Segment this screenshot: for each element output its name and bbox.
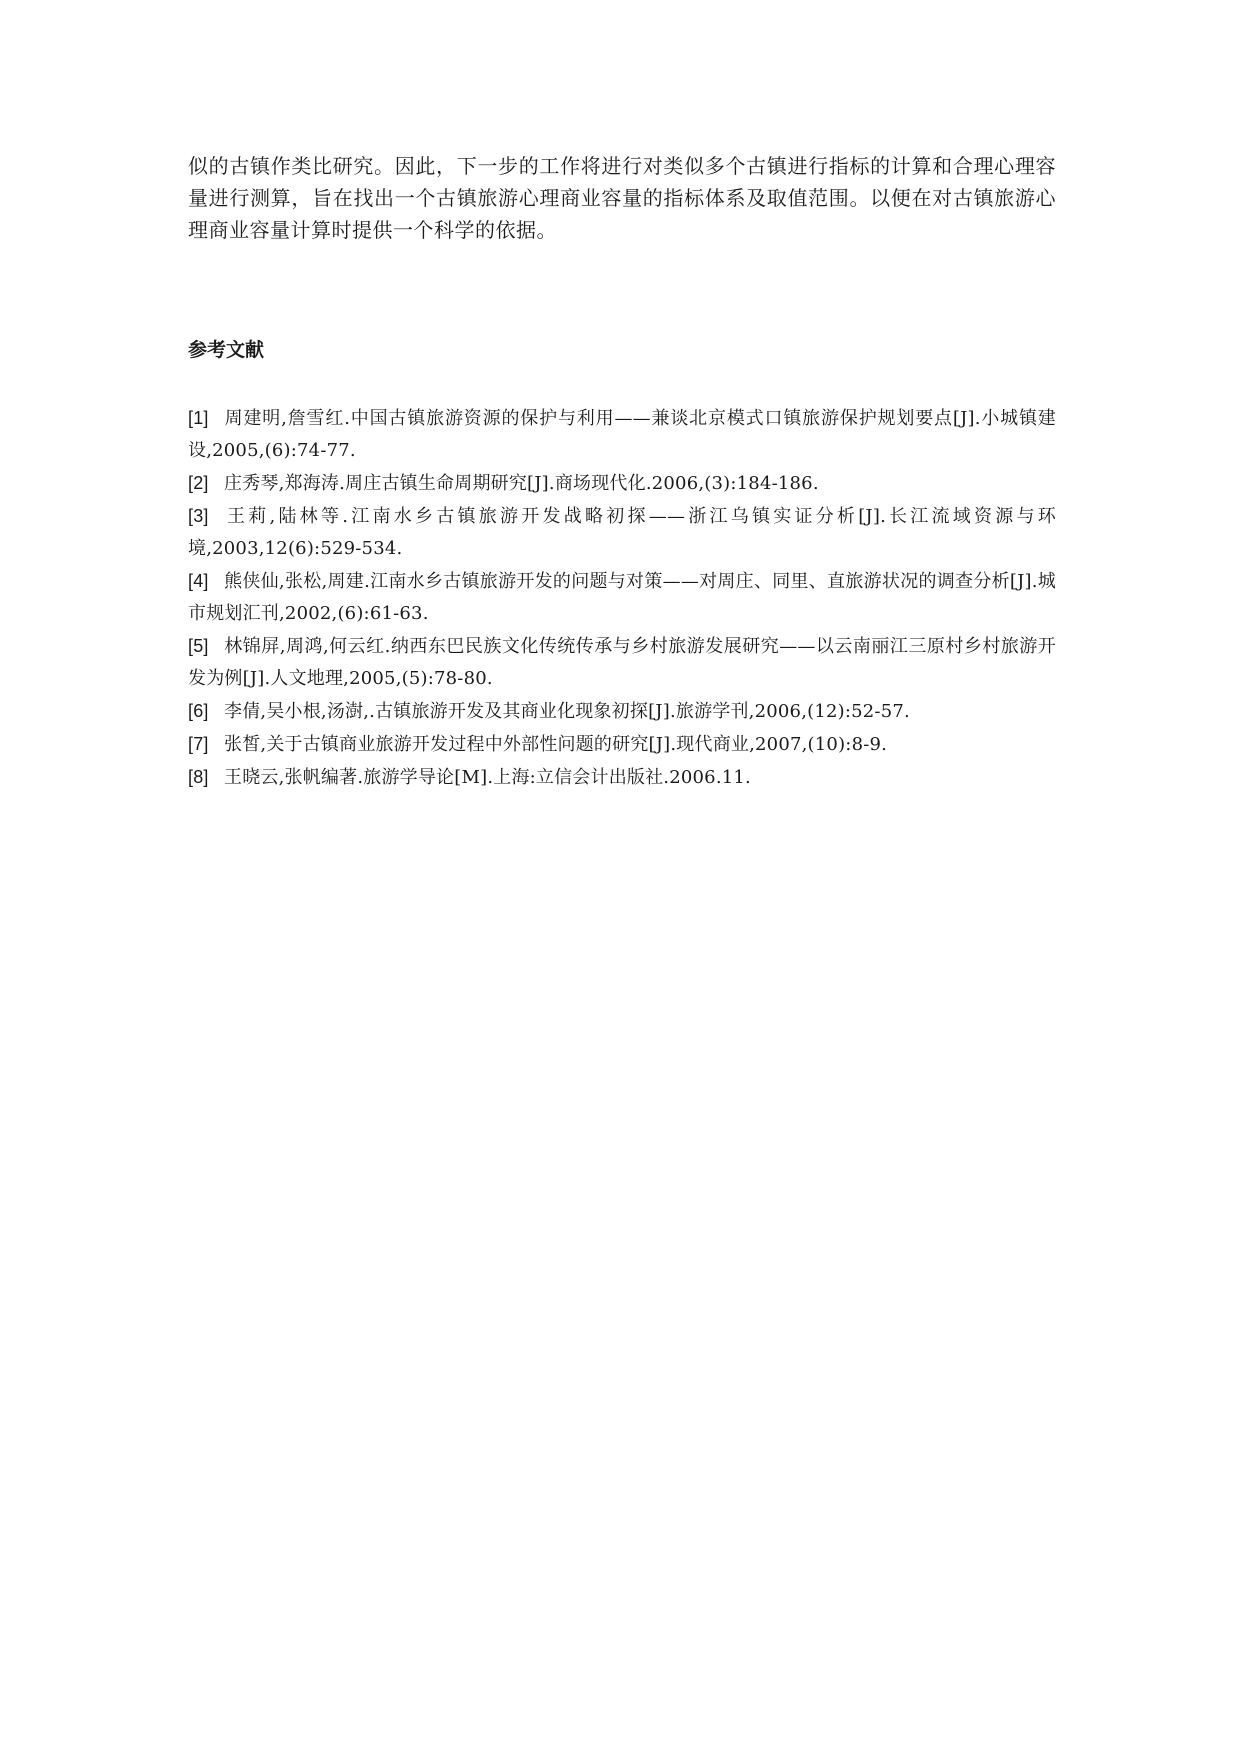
body-paragraph: 似的古镇作类比研究。因此，下一步的工作将进行对类似多个古镇进行指标的计算和合理心理容量进行测算，旨在找出一个古镇旅游心理商业容量的指标体系及取值范围。以便在对古镇旅游心理商业容量计算时提供一个科学的依据。 [188,154,1056,242]
reference-item [188,695,1056,728]
reference-item [188,728,1056,761]
reference-number: [6] [188,701,209,721]
reference-text: 林锦屏,周鸿,何云红.纳西东巴民族文化传统传承与乡村旅游发展研究——以云南丽江三原村乡村旅游开发为例[J].人文地理,2005,(5):78-80. [188,636,1056,689]
reference-text: 庄秀琴,郑海涛.周庄古镇生命周期研究[J].商场现代化.2006,(3):184-186. [224,473,819,494]
reference-item [188,467,1056,500]
reference-text: 熊侠仙,张松,周建.江南水乡古镇旅游开发的问题与对策——对周庄、同里、直旅游状况的调查分析[J].城市规划汇刊,2002,(6):61-63. [188,571,1056,624]
reference-number: [3] [188,506,209,526]
references-heading: 参考文献 [188,339,265,361]
reference-text: 王晓云,张帆编著.旅游学导论[M].上海:立信会计出版社.2006.11. [224,767,751,788]
reference-text: 周建明,詹雪红.中国古镇旅游资源的保护与利用——兼谈北京模式口镇旅游保护规划要点[J].小城镇建设,2005,(6):74-77. [188,408,1056,461]
reference-item [188,761,1056,794]
reference-number: [5] [188,636,209,656]
reference-item [188,630,1056,695]
reference-number: [1] [188,408,209,428]
reference-text: 李倩,吴小根,汤澍,.古镇旅游开发及其商业化现象初探[J].旅游学刊,2006,(12):52-57. [224,701,910,722]
document-page [188,150,1056,794]
references-list [188,402,1056,794]
reference-item [188,565,1056,630]
reference-number: [4] [188,571,209,591]
reference-item [188,500,1056,565]
reference-number: [2] [188,473,209,493]
reference-number: [8] [188,767,209,787]
reference-item [188,402,1056,467]
reference-number: [7] [188,734,209,754]
reference-text: 王莉,陆林等.江南水乡古镇旅游开发战略初探——浙江乌镇实证分析[J].长江流域资源与环境,2003,12(6):529-534. [188,506,1056,559]
reference-text: 张皙,关于古镇商业旅游开发过程中外部性问题的研究[J].现代商业,2007,(10):8-9. [224,734,888,755]
